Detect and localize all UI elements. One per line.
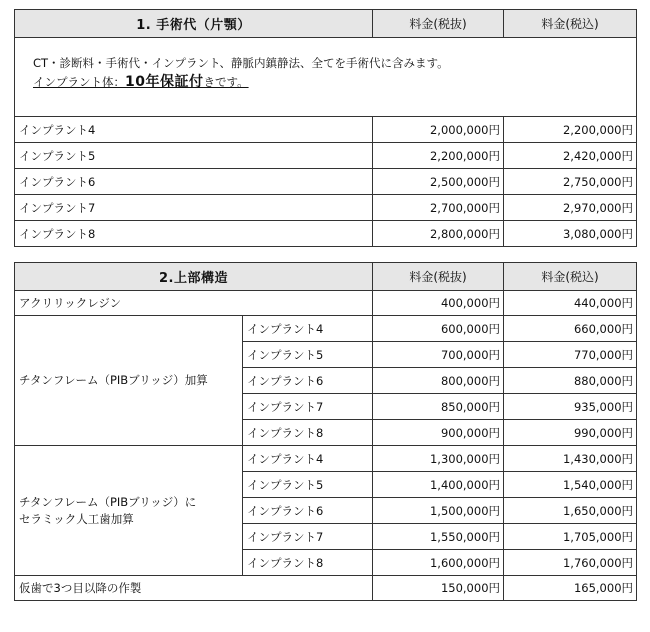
table-row (15, 446, 637, 472)
ceramic-label-line-2: セラミック人工歯加算 (19, 511, 134, 526)
price-excl-tax: 1,500,000円 (373, 498, 504, 524)
price-excl-tax: 900,000円 (373, 420, 504, 446)
price-incl-tax: 2,750,000円 (504, 169, 637, 195)
surgery-fee-header (15, 10, 637, 38)
price-incl-tax: 1,540,000円 (504, 472, 637, 498)
price-incl-tax: 1,760,000円 (504, 550, 637, 576)
price-excl-tax-header: 料金(税抜) (373, 10, 504, 38)
item-name: インプラント7 (243, 524, 373, 550)
surgery-note (15, 38, 637, 117)
price-excl-tax: 850,000円 (373, 394, 504, 420)
ceramic-group-label (15, 446, 243, 576)
price-incl-tax: 990,000円 (504, 420, 637, 446)
table-row (15, 316, 637, 342)
surgery-fee-table (14, 9, 637, 247)
price-excl-tax-header: 料金(税抜) (373, 263, 504, 291)
table-row (15, 291, 637, 316)
note-warranty-suffix: きです。 (203, 75, 249, 89)
item-name: インプラント6 (243, 368, 373, 394)
price-incl-tax: 880,000円 (504, 368, 637, 394)
price-incl-tax-header: 料金(税込) (504, 263, 637, 291)
price-incl-tax: 770,000円 (504, 342, 637, 368)
price-incl-tax: 2,970,000円 (504, 195, 637, 221)
note-warranty-emphasis: 10年保証付 (125, 74, 204, 90)
price-excl-tax: 1,400,000円 (373, 472, 504, 498)
price-incl-tax: 1,650,000円 (504, 498, 637, 524)
item-name: インプラント4 (243, 446, 373, 472)
price-incl-tax: 935,000円 (504, 394, 637, 420)
item-name: インプラント7 (243, 394, 373, 420)
price-excl-tax: 2,000,000円 (373, 117, 504, 143)
price-incl-tax: 165,000円 (504, 576, 637, 601)
item-name: インプラント5 (15, 143, 373, 169)
price-excl-tax: 2,500,000円 (373, 169, 504, 195)
table-row (15, 195, 637, 221)
price-incl-tax: 440,000円 (504, 291, 637, 316)
price-excl-tax: 1,550,000円 (373, 524, 504, 550)
price-excl-tax: 150,000円 (373, 576, 504, 601)
note-line-1: CT・診断料・手術代・インプラント、静脈内鎮静法、全てを手術代に含みます。 (33, 56, 449, 70)
ceramic-label-line-1: チタンフレーム（PIBブリッジ）に (19, 494, 197, 509)
price-excl-tax: 700,000円 (373, 342, 504, 368)
section1-title: 1. 手術代（片顎） (15, 10, 373, 38)
item-name: インプラント5 (243, 472, 373, 498)
table-row (15, 576, 637, 601)
item-name: インプラント7 (15, 195, 373, 221)
superstructure-table (14, 262, 637, 601)
titan-frame-group-label: チタンフレーム（PIBブリッジ）加算 (15, 316, 243, 446)
price-excl-tax: 1,600,000円 (373, 550, 504, 576)
item-name: インプラント6 (15, 169, 373, 195)
item-name: アクリリックレジン (15, 291, 373, 316)
price-incl-tax: 660,000円 (504, 316, 637, 342)
table-row (15, 117, 637, 143)
price-incl-tax: 2,420,000円 (504, 143, 637, 169)
superstructure-header (15, 263, 637, 291)
price-incl-tax: 2,200,000円 (504, 117, 637, 143)
note-line-2 (33, 73, 636, 92)
item-name: インプラント8 (15, 221, 373, 247)
surgery-note-row (15, 38, 637, 117)
item-name: インプラント4 (15, 117, 373, 143)
price-excl-tax: 400,000円 (373, 291, 504, 316)
price-incl-tax: 1,705,000円 (504, 524, 637, 550)
item-name: インプラント6 (243, 498, 373, 524)
item-name: インプラント8 (243, 550, 373, 576)
item-name: 仮歯で3つ目以降の作製 (15, 576, 373, 601)
item-name: インプラント8 (243, 420, 373, 446)
price-excl-tax: 2,200,000円 (373, 143, 504, 169)
price-excl-tax: 2,700,000円 (373, 195, 504, 221)
table-row (15, 169, 637, 195)
item-name: インプラント5 (243, 342, 373, 368)
section2-title: 2.上部構造 (15, 263, 373, 291)
table-row (15, 143, 637, 169)
price-incl-tax-header: 料金(税込) (504, 10, 637, 38)
item-name: インプラント4 (243, 316, 373, 342)
price-excl-tax: 600,000円 (373, 316, 504, 342)
price-incl-tax: 1,430,000円 (504, 446, 637, 472)
price-excl-tax: 1,300,000円 (373, 446, 504, 472)
note-warranty-prefix: インプラント体： (33, 75, 125, 89)
price-excl-tax: 800,000円 (373, 368, 504, 394)
table-row (15, 221, 637, 247)
price-incl-tax: 3,080,000円 (504, 221, 637, 247)
price-excl-tax: 2,800,000円 (373, 221, 504, 247)
